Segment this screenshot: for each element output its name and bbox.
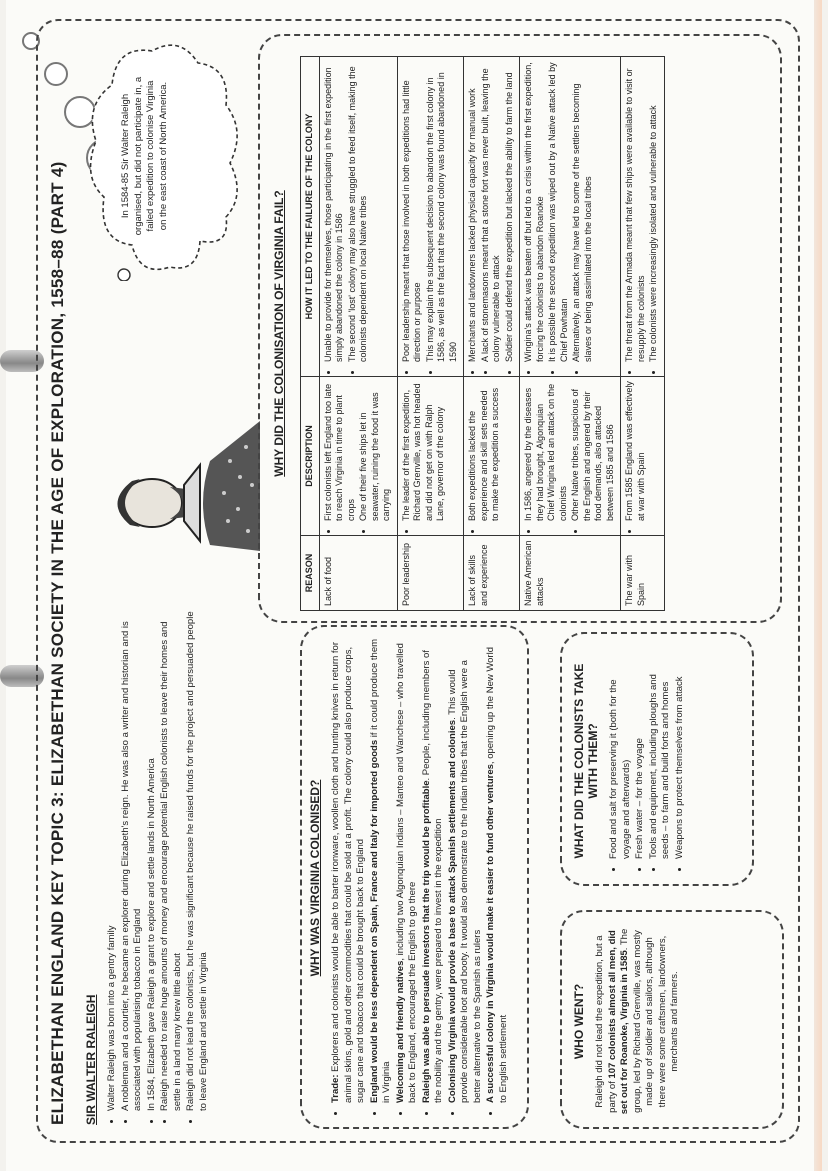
reason-cell: The war with Spain bbox=[621, 536, 665, 611]
raleigh-portrait bbox=[100, 411, 260, 581]
raleigh-point: • Raleigh needed to raise huge amounts of money and encourage potential English colonists to leave their homes and settle in a land many knew little about bbox=[159, 605, 184, 1111]
why-point-lead: A successful colony in Virginia would make it easier to fund other ventures bbox=[485, 764, 496, 1103]
take-item: • Food and salt for preserving it (both for the voyage and afterwards) bbox=[608, 649, 633, 859]
raleigh-heading: SIR WALTER RALEIGH bbox=[84, 994, 98, 1125]
take-list bbox=[608, 649, 686, 873]
table-row bbox=[319, 57, 397, 611]
failure-cell: • Poor leadership meant that those involved in both expeditions had little direction or purpose • This may explain the subsequent decision to abandon the first colony in 1586, as well as the fact that the second colony was found abandoned in 1590 bbox=[397, 57, 464, 377]
why-point-text: Explorers and colonists would be able to barter ironware, woollen cloth and hunting knives in return for animal skins, gold and other commodities that could be sold at a profit. The colony could also produce crops, sugar cane and tobacco that could be brought back to England bbox=[330, 641, 366, 1103]
failure-cell: • The threat from the Armada meant that few ships were available to visit or resupply the colonists • The colonists were increasingly isolated and vulnerable to attack bbox=[621, 57, 665, 377]
who-went-text: Raleigh did not lead the expedition, but a party of 107 colonists almost all men, did set out for Roanoke, Virginia in 1585. The group, led by Richard Grenville, was mostly made up of soldier and sailors, although there were some craftsmen, landowners, merchants and farmers. bbox=[594, 928, 680, 1115]
cloud-text: In 1584-85 Sir Walter Raleigh organised, but did not participate in, a failed expedition to colonise Virginia on the east coast of North America. bbox=[120, 76, 169, 236]
take-item: • Weapons to protect themselves from attack bbox=[674, 649, 687, 859]
why-point-text: , opening up the New World to English settlement bbox=[485, 647, 509, 1103]
why-point bbox=[395, 639, 420, 1103]
table-header: DESCRIPTION bbox=[301, 377, 320, 536]
why-point-lead: England would be less dependent on Spain, France and Italy for imported goods bbox=[368, 739, 380, 1103]
why-colonised-heading: WHY WAS VIRGINIA COLONISED? bbox=[308, 779, 322, 977]
why-point-lead: Trade: bbox=[330, 1074, 341, 1103]
failure-cell: • Wingina's attack was beaten off but led to a crisis within the first expedition, forcing the colonists to abandon Roanoke • It is possible the second expedition was wiped out by a Native attack led by Chief Powhatan • Alternatively, an attack may have led to some of the settlers becoming slaves or being assimilated into the local tribes bbox=[520, 57, 621, 377]
who-went-heading: WHO WENT? bbox=[572, 983, 586, 1060]
description-cell: • From 1585 England was effectively at war with Spain bbox=[621, 377, 665, 536]
why-colonised-section bbox=[308, 639, 511, 1117]
description-cell: • The leader of the first expedition, Richard Grenville, was hot headed and did not get on with Ralph Lane, governor of the colony bbox=[397, 377, 464, 536]
raleigh-list bbox=[106, 605, 210, 1125]
reason-cell: Poor leadership bbox=[397, 536, 464, 611]
table-row bbox=[621, 57, 665, 611]
raleigh-point: • Walter Raleigh was born into a gentry family bbox=[106, 605, 119, 1111]
table-row bbox=[520, 57, 621, 611]
table-header-row bbox=[301, 57, 320, 611]
fail-table bbox=[300, 56, 665, 611]
table-row bbox=[397, 57, 464, 611]
why-point-text: , including two Algonquian Indians – Manteo and Wanchese – who travelled back to England, encouraged the English to go there bbox=[394, 643, 418, 1103]
why-point-text: . People, including members of the nobility and the gentry, were prepared to invest in the expedition bbox=[420, 650, 444, 1103]
take-item: • Tools and equipment, including ploughs and seeds – to farm and build forts and homes bbox=[648, 649, 673, 859]
table-row bbox=[464, 57, 520, 611]
why-point-text: if it could produce them in Virginia bbox=[368, 638, 392, 1103]
why-point-text: . This would provide considerable loot and booty. It would also demonstrate to the Indian tribes that the English were a better alternative to the Spanish as rulers bbox=[446, 660, 483, 1103]
failure-cell: • Unable to provide for themselves, those participating in the first expedition simply abandoned the colony in 1586 • The second 'lost' colony may also have struggled to feed itself, making the colonists dependent on local Native tribes bbox=[319, 57, 397, 377]
table-header: HOW IT LED TO THE FAILURE OF THE COLONY bbox=[301, 57, 320, 377]
reason-cell: Lack of skills and experience bbox=[464, 536, 520, 611]
take-item: • Fresh water – for the voyage bbox=[634, 649, 647, 859]
table-header: REASON bbox=[301, 536, 320, 611]
description-cell: • In 1586, angered by the diseases they had brought, Algonquian Chief Wingina led an attack on the colonists • Other Native tribes, suspicious of the English and angered by their food demands, also attacked between 1585 and 1586 bbox=[520, 377, 621, 536]
take-heading: WHAT DID THE COLONISTS TAKE WITH THEM? bbox=[572, 663, 600, 859]
who-went-section bbox=[572, 928, 682, 1115]
raleigh-section bbox=[84, 605, 211, 1125]
raleigh-point: • Raleigh did not lead the colonists, but he was significant because he raised funds for the project and persuaded people to leave England and settle in Virginia bbox=[185, 605, 210, 1111]
description-cell: • First colonists left England too late to reach Virginia in time to plant crops • One of their five ships let in seawater, ruining the food it was carrying bbox=[319, 377, 397, 536]
why-point bbox=[369, 639, 394, 1103]
description-cell: • Both expeditions lacked the experience and skill sets needed to make the expedition a success bbox=[464, 377, 520, 536]
raleigh-point: • A nobleman and a courtier, he became an explorer during Elizabeth's reign. He was also a writer and historian and is associated with popularising tobacco in England bbox=[120, 605, 145, 1111]
why-point bbox=[485, 639, 510, 1103]
why-point bbox=[330, 639, 368, 1103]
reason-cell: Native American attacks bbox=[520, 536, 621, 611]
failure-cell: • Merchants and landowners lacked physical capacity for manual work • A lack of stonemasons meant that a stone fort was never built, leaving the colony vulnerable to attack • Soldier could defend the expedition but lacked the ability to farm the land bbox=[464, 57, 520, 377]
raleigh-point: • In 1584, Elizabeth gave Raleigh a grant to explore and settle lands in North America bbox=[146, 605, 159, 1111]
reason-cell: Lack of food bbox=[319, 536, 397, 611]
why-point-lead: Welcoming and friendly natives bbox=[394, 960, 406, 1103]
page-title: ELIZABETHAN ENGLAND KEY TOPIC 3: ELIZABETHAN SOCIETY IN THE AGE OF EXPLORATION, 1558–88 (PART 4) bbox=[48, 161, 67, 1125]
fail-heading: WHY DID THE COLONISATION OF VIRGINIA FAIL? bbox=[272, 190, 286, 477]
why-list bbox=[330, 639, 510, 1117]
why-point-lead: Raleigh was able to persuade investors that the trip would be profitable bbox=[420, 780, 432, 1103]
take-section bbox=[572, 649, 687, 873]
why-point bbox=[447, 639, 485, 1103]
why-point-lead: Colonising Virginia would provide a base to attack Spanish settlements and colonies bbox=[446, 719, 458, 1103]
why-point bbox=[421, 639, 446, 1103]
